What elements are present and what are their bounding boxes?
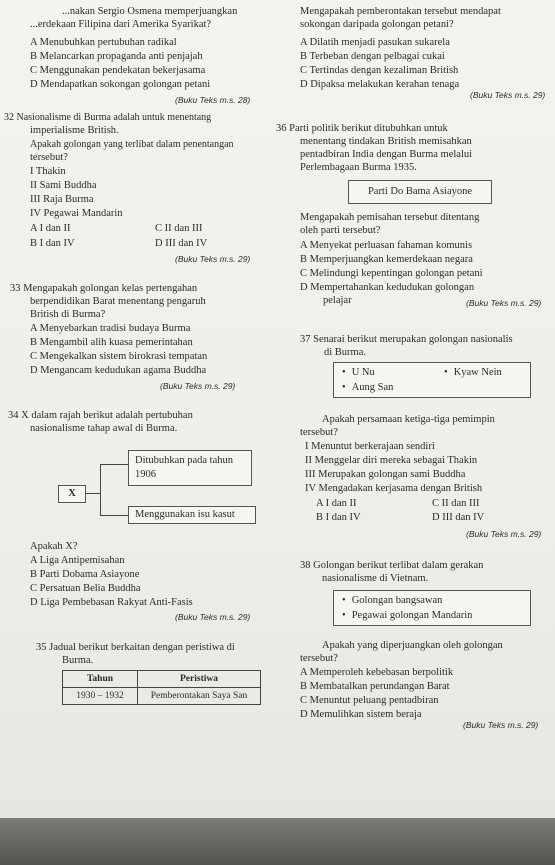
q33-option-d: D Mengancam kedudukan agama Buddha	[30, 365, 207, 376]
q33-source: (Buku Teks m.s. 29)	[160, 381, 236, 391]
q37-option-b: B I dan IV	[316, 512, 361, 523]
q36-stem-line1: 36 Parti politik berikut ditubuhkan untuk	[276, 123, 448, 134]
q31-option-a: A Menubuhkan pertubuhan radikal	[30, 37, 177, 48]
q36-source: (Buku Teks m.s. 29)	[466, 298, 542, 308]
q37-item-4: IV Mengadakan kerjasama dengan British	[305, 483, 483, 494]
q33-stem-line2: berpendidikan Barat menentang pengaruh	[30, 296, 206, 307]
q37-leader-box	[333, 362, 531, 398]
q32-source: (Buku Teks m.s. 29)	[175, 254, 251, 264]
q36-stem-line2: menentang tindakan British memisahkan	[300, 136, 472, 147]
q31-option-c: C Menggunakan pendekatan bekerjasama	[30, 65, 206, 76]
q31c-option-c: C Tertindas dengan kezaliman British	[300, 65, 459, 76]
table-cell-year: 1930 – 1932	[63, 688, 138, 705]
q33-option-b: B Mengambil alih kuasa pemerintahan	[30, 337, 193, 348]
diagram-box-x: X	[58, 485, 86, 503]
q35-table	[62, 670, 261, 705]
q34-stem-line2: nasionalisme tahap awal di Burma.	[30, 423, 178, 434]
q38-group-2: • Pegawai golongan Mandarin	[342, 610, 472, 622]
q37-item-1: I Menuntut berkerajaan sendiri	[305, 441, 435, 452]
q34-stem-line1: 34 X dalam rajah berikut adalah pertubuhan	[8, 410, 193, 421]
q31c-option-d: D Dipaksa melakukan kerahan tenaga	[300, 79, 460, 90]
q32-item-1: I Thakin	[30, 166, 66, 177]
q37-option-a: A I dan II	[316, 498, 357, 509]
q31c-stem-line2: sokongan daripada golongan petani?	[300, 19, 454, 30]
q31-stem-line2: ...erdekaan Filipina dari Amerika Syarikat?	[30, 19, 212, 30]
q32-stem-line2: imperialisme British.	[30, 125, 119, 136]
q38-option-d: D Memulihkan sistem beraja	[300, 709, 422, 720]
q34-source: (Buku Teks m.s. 29)	[175, 612, 251, 622]
q31-stem-line1: ...nakan Sergio Osmena memperjuangkan	[62, 6, 238, 17]
q31c-option-a: A Dilatih menjadi pasukan sukarela	[300, 37, 450, 48]
q32-stem-line1: 32 Nasionalisme di Burma adalah untuk menentang	[4, 112, 212, 123]
diagram-box-shoe-issue: Menggunakan isu kasut	[128, 506, 256, 524]
q37-leader-2: • Kyaw Nein	[444, 367, 502, 379]
q38-question-line1: Apakah yang diperjuangkan oleh golongan	[322, 640, 503, 651]
q38-group-1: • Golongan bangsawan	[342, 595, 442, 607]
q37-source: (Buku Teks m.s. 29)	[466, 529, 542, 539]
q34-option-a: A Liga Antipemisahan	[30, 555, 125, 566]
q33-stem-line1: 33 Mengapakah golongan kelas pertengahan	[10, 283, 198, 294]
q36-option-d: D Mempertahankan kedudukan golongan	[300, 282, 475, 293]
q34-question: Apakah X?	[30, 541, 78, 552]
table-cell-event: Pemberontakan Saya San	[138, 688, 261, 705]
q32-option-a: A I dan II	[30, 223, 71, 234]
q36-question-line1: Mengapakah pemisahan tersebut ditentang	[300, 212, 480, 223]
q36-option-d-cont: pelajar	[323, 295, 352, 306]
q37-leader-1: • U Nu	[342, 367, 375, 379]
q37-option-d: D III dan IV	[432, 512, 485, 523]
q34-option-c: C Persatuan Belia Buddha	[30, 583, 141, 594]
q38-question-line2: tersebut?	[300, 653, 338, 664]
q37-question-line2: tersebut?	[300, 427, 338, 438]
q32-option-b: B I dan IV	[30, 238, 75, 249]
diagram-connector-bottom	[100, 515, 128, 516]
q38-group-box	[333, 590, 531, 626]
q31-option-d: D Mendapatkan sokongan golongan petani	[30, 79, 211, 90]
diagram-connector-vertical	[100, 464, 101, 516]
q38-option-b: B Membatalkan perundangan Barat	[300, 681, 450, 692]
page-shadow	[0, 818, 555, 865]
q34-option-b: B Parti Dobama Asiayone	[30, 569, 140, 580]
q33-option-a: A Menyebarkan tradisi budaya Burma	[30, 323, 191, 334]
q32-item-2: II Sami Buddha	[30, 180, 97, 191]
table-header-event: Peristiwa	[138, 671, 261, 688]
q33-option-c: C Mengekalkan sistem birokrasi tempatan	[30, 351, 208, 362]
q37-option-c: C II dan III	[432, 498, 480, 509]
q37-stem-line1: 37 Senarai berikut merupakan golongan nasionalis	[300, 334, 513, 345]
diagram-connector-top	[100, 464, 128, 465]
table-header-year: Tahun	[63, 671, 138, 688]
q36-option-a: A Menyekat perluasan fahaman komunis	[300, 240, 473, 251]
q32-item-3: III Raja Burma	[30, 194, 94, 205]
q33-stem-line3: British di Burma?	[30, 309, 106, 320]
q32-option-c: C II dan III	[155, 223, 203, 234]
table-header-row	[63, 671, 261, 688]
q38-option-a: A Memperoleh kebebasan berpolitik	[300, 667, 454, 678]
q38-option-c: C Menuntut peluang pentadbiran	[300, 695, 439, 706]
q38-source: (Buku Teks m.s. 29)	[463, 720, 539, 730]
q34-option-d: D Liga Pembebasan Rakyat Anti-Fasis	[30, 597, 193, 608]
q32-item-4: IV Pegawai Mandarin	[30, 208, 123, 219]
table-row	[63, 688, 261, 705]
q37-item-2: II Menggelar diri mereka sebagai Thakin	[305, 455, 478, 466]
q38-stem-line1: 38 Golongan berikut terlibat dalam gerakan	[300, 560, 484, 571]
q37-stem-line2: di Burma.	[324, 347, 366, 358]
q32-option-d: D III dan IV	[155, 238, 208, 249]
q37-leader-3: • Aung San	[342, 382, 393, 394]
q38-stem-line2: nasionalisme di Vietnam.	[322, 573, 429, 584]
q36-question-line2: oleh parti tersebut?	[300, 225, 381, 236]
q36-option-b: B Memperjuangkan kemerdekaan negara	[300, 254, 473, 265]
q31c-stem-line1: Mengapakah pemberontakan tersebut mendapat	[300, 6, 501, 17]
q31c-option-b: B Terbeban dengan pelbagai cukai	[300, 51, 445, 62]
q36-stem-line4: Perlembagaan Burma 1935.	[300, 162, 417, 173]
q31-source: (Buku Teks m.s. 28)	[175, 95, 251, 105]
q31c-source: (Buku Teks m.s. 29)	[470, 90, 546, 100]
q36-stem-line3: pentadbiran India dengan Burma melalui	[300, 149, 473, 160]
q35-stem-line2: Burma.	[62, 655, 94, 666]
q31-option-b: B Melancarkan propaganda anti penjajah	[30, 51, 203, 62]
diagram-box-founded-line1: Ditubuhkan pada tahun	[135, 455, 233, 466]
q32-stem-line4: tersebut?	[30, 152, 68, 163]
diagram-box-founded-line2: 1906	[135, 469, 156, 480]
q36-party-box: Parti Do Bama Asiayone	[348, 180, 492, 204]
q36-option-c: C Melindungi kepentingan golongan petani	[300, 268, 483, 279]
q32-stem-line3: Apakah golongan yang terlibat dalam penentangan	[30, 139, 234, 150]
q35-stem-line1: 35 Jadual berikut berkaitan dengan peristiwa di	[36, 642, 235, 653]
q37-question-line1: Apakah persamaan ketiga-tiga pemimpin	[322, 414, 495, 425]
q37-item-3: III Merupakan golongan sami Buddha	[305, 469, 466, 480]
diagram-box-founded	[128, 450, 252, 486]
diagram-connector-to-x	[86, 493, 100, 494]
